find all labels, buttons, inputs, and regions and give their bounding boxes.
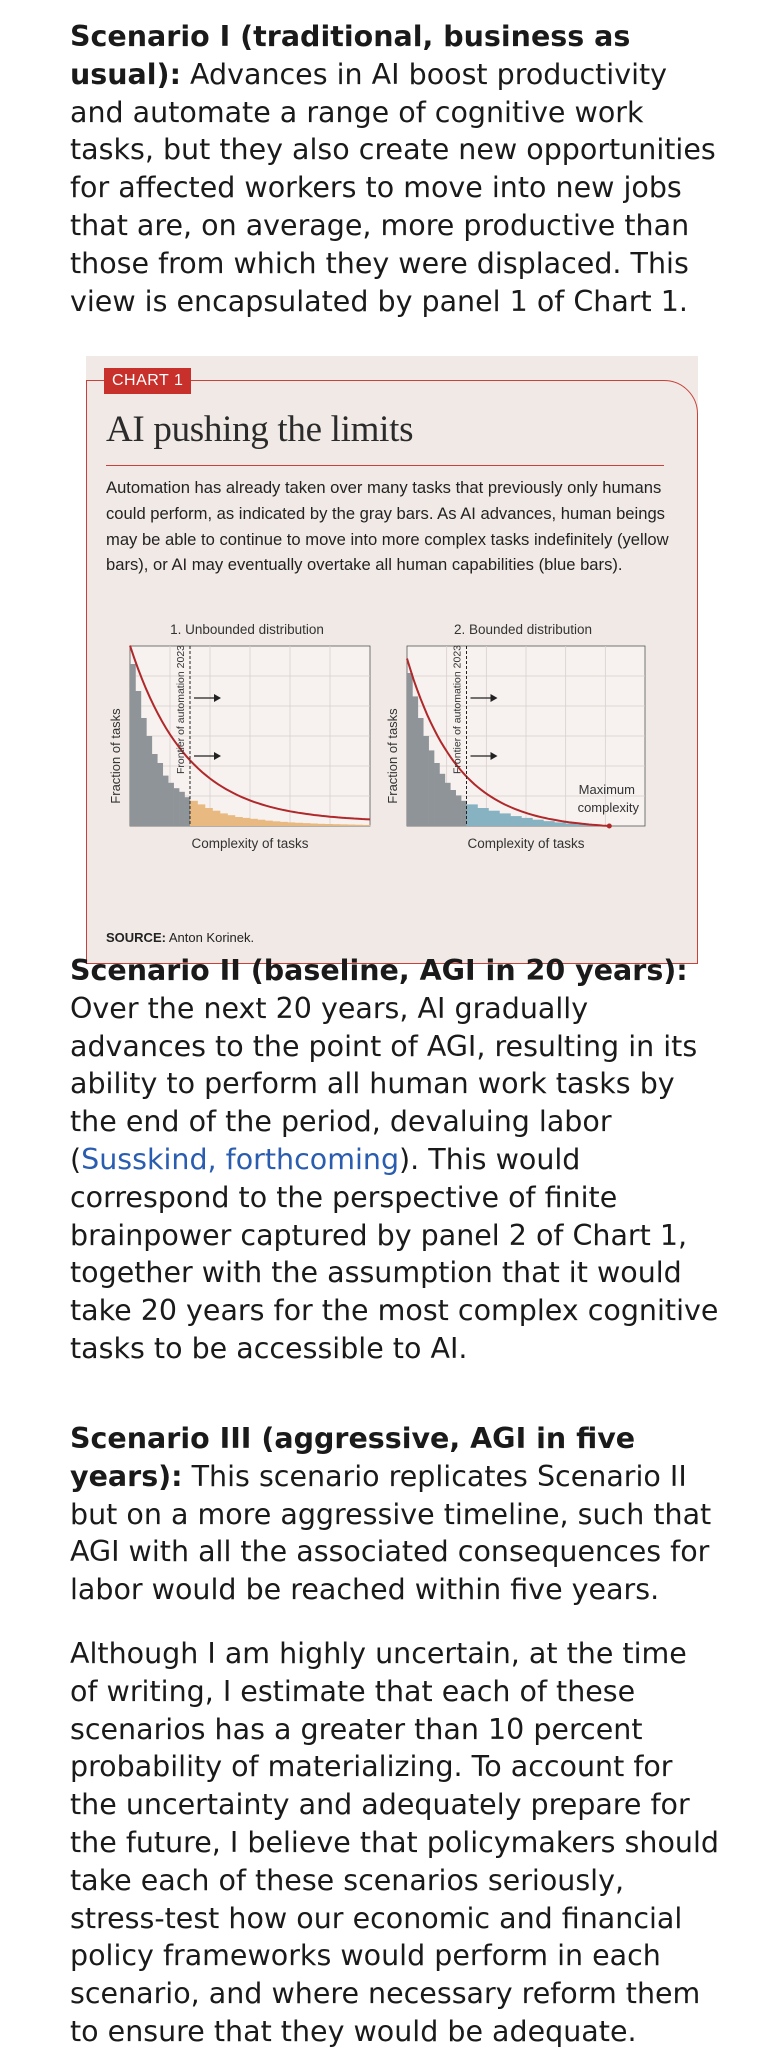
automated-bar <box>434 763 440 826</box>
x-axis-label: Complexity of tasks <box>467 836 584 851</box>
chart-tag: CHART 1 <box>104 368 191 394</box>
automated-bar <box>130 664 136 826</box>
automated-bar <box>163 776 169 826</box>
chart-description: Automation has already taken over many tasks that previously only humans could perform, as indicated by the gray bars. As AI advances, human beings may be able to continue to move into more complex tasks indefinitely (yellow bars), or AI may eventually overtake all human capabilities (blue bars). <box>106 475 674 578</box>
panel-title: 1. Unbounded distribution <box>170 622 324 637</box>
human-task-bar <box>318 824 326 826</box>
closing-paragraph: Although I am highly uncertain, at the time of writing, I estimate that each of these scenarios has a greater than 10 percent probability of materializing. To account for the uncertainty and adequately prepare for the future, I believe that policymakers should take each of these scenarios seriously, stress-test how our economic and financial policy frameworks would perform in each scenario, and where necessary reform them to ensure that they would be adequate. <box>70 1635 720 2051</box>
human-task-bar <box>467 804 478 826</box>
scenario-2-lead: Scenario II (baseline, AGI in 20 years): <box>70 954 688 987</box>
human-task-bar <box>521 818 532 826</box>
source-text: Anton Korinek. <box>166 930 254 945</box>
human-task-bar <box>198 804 206 826</box>
frontier-label: Frontier of automation 2023 <box>452 645 464 774</box>
automated-bar <box>407 673 413 826</box>
max-complexity-label: Maximum <box>579 782 635 797</box>
human-task-bar <box>499 813 510 826</box>
human-task-bar <box>355 825 363 826</box>
x-axis-label: Complexity of tasks <box>191 836 308 851</box>
scenario-2-text-a: Over the next 20 years, AI gradually advances to the point of AGI, resulting in its ability to perform all human work tasks by the end of the period, devaluing labor ( <box>70 992 697 1176</box>
scenario-1-paragraph <box>70 18 720 320</box>
human-task-bar <box>477 808 488 826</box>
human-task-bar <box>488 811 499 826</box>
human-task-bar <box>510 816 521 826</box>
human-task-bar <box>340 824 348 826</box>
scenario-2-text-b: ). This would correspond to the perspective of finite brainpower captured by panel 2 of Chart 1, together with the assumption that it would take 20 years for the most complex cognitive tasks to be accessible to AI. <box>70 1143 718 1365</box>
scenario-2-paragraph <box>70 952 720 1368</box>
automated-bar <box>439 774 445 826</box>
human-task-bar <box>190 801 198 826</box>
human-task-bar <box>348 825 356 826</box>
y-axis-label: Fraction of tasks <box>108 708 123 804</box>
automated-bar <box>185 797 191 826</box>
frontier-label: Frontier of automation 2023 <box>175 645 187 774</box>
human-task-bar <box>273 821 281 826</box>
source-label: SOURCE: <box>106 930 166 945</box>
human-task-bar <box>243 818 251 826</box>
human-task-bar <box>205 808 213 826</box>
chart-source <box>106 930 254 945</box>
automated-bar <box>450 790 456 826</box>
scenario-3-lead: Scenario III (aggressive, AGI in five years): <box>70 1422 635 1493</box>
human-task-bar <box>295 823 303 826</box>
human-task-bar <box>235 817 243 826</box>
automated-bar <box>174 788 180 826</box>
automated-bar <box>157 763 163 826</box>
automated-bar <box>445 783 451 826</box>
automated-bar <box>135 691 141 826</box>
max-complexity-label: complexity <box>578 800 640 815</box>
automated-bar <box>412 696 418 826</box>
automated-bar <box>418 718 424 826</box>
automated-bar <box>152 754 158 826</box>
automated-bar <box>141 718 147 826</box>
human-task-bar <box>280 822 288 826</box>
human-task-bar <box>258 820 266 826</box>
human-task-bar <box>310 823 318 826</box>
human-task-bar <box>265 821 273 826</box>
scenario-1-text: Advances in AI boost productivity and automate a range of cognitive work tasks, but they also create new opportunities for affected workers to move into new jobs that are, on average, more productive than those from which they were displaced. This view is encapsulated by panel 1 of Chart 1. <box>70 58 716 318</box>
automated-bar <box>168 783 174 826</box>
chart-graphic <box>86 356 698 964</box>
human-task-bar <box>325 824 333 826</box>
chart-title: AI pushing the limits <box>106 408 413 451</box>
human-task-bar <box>288 822 296 826</box>
automated-bar <box>429 750 435 826</box>
human-task-bar <box>213 811 221 826</box>
chart-panel-2 <box>385 622 645 851</box>
panel-title: 2. Bounded distribution <box>454 622 592 637</box>
susskind-link[interactable]: Susskind, forthcoming <box>81 1143 399 1176</box>
human-task-bar <box>220 813 228 826</box>
human-task-bar <box>228 815 236 826</box>
human-task-bar <box>543 821 554 826</box>
chart-card <box>86 356 698 964</box>
scenario-3-text: This scenario replicates Scenario II but on a more aggressive timeline, such that AGI with all the associated consequences for labor would be reached within five years. <box>70 1460 711 1606</box>
chart-panel-1 <box>108 622 370 851</box>
human-task-bar <box>363 825 371 826</box>
max-complexity-point <box>607 824 612 829</box>
human-task-bar <box>554 822 565 826</box>
y-axis-label: Fraction of tasks <box>385 708 400 804</box>
automated-bar <box>179 792 185 826</box>
automated-bar <box>461 801 467 826</box>
automated-bar <box>423 736 429 826</box>
human-task-bar <box>303 823 311 826</box>
human-task-bar <box>532 820 543 826</box>
automated-bar <box>146 736 152 826</box>
automated-bar <box>456 795 462 826</box>
scenario-3-paragraph <box>70 1420 720 1609</box>
human-task-bar <box>250 819 258 826</box>
human-task-bar <box>333 824 341 826</box>
scenario-1-lead: Scenario I (traditional, business as usual): <box>70 20 630 91</box>
